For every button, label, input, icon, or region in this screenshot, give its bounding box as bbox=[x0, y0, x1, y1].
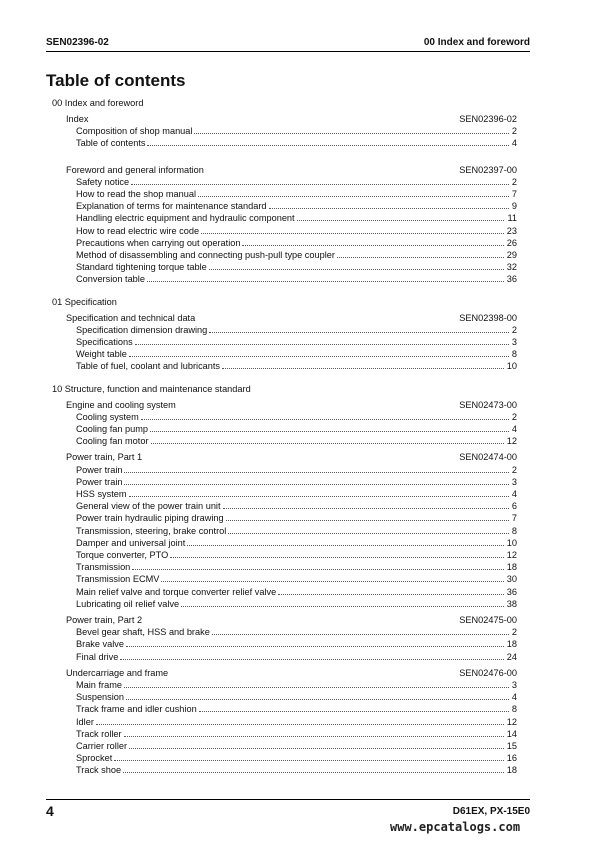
toc-entry[interactable] bbox=[76, 335, 517, 347]
toc-entry-page: 2 bbox=[511, 176, 517, 187]
toc-entry-page: 23 bbox=[506, 225, 517, 236]
toc-entry[interactable] bbox=[76, 224, 517, 236]
dot-leader bbox=[198, 196, 509, 197]
toc-entry[interactable] bbox=[76, 715, 517, 727]
toc-entry-label: Suspension bbox=[76, 692, 125, 703]
toc-entry-page: 18 bbox=[506, 765, 517, 776]
toc-group-title: Engine and cooling system bbox=[66, 399, 176, 410]
toc-entry-label: Table of fuel, coolant and lubricants bbox=[76, 361, 221, 372]
toc-entry-label: Power train hydraulic piping drawing bbox=[76, 513, 224, 524]
toc-entry[interactable] bbox=[76, 739, 517, 751]
dot-leader bbox=[123, 772, 504, 773]
dot-leader bbox=[269, 208, 509, 209]
toc-entry-page: 2 bbox=[511, 126, 517, 137]
toc-group-title: Foreword and general information bbox=[66, 164, 204, 175]
toc-group-title: Index bbox=[66, 114, 89, 124]
toc-entry[interactable] bbox=[76, 136, 517, 148]
toc-group-title: Undercarriage and frame bbox=[66, 667, 169, 678]
toc-entry-label: Specification dimension drawing bbox=[76, 324, 208, 335]
toc-entry-label: Specifications bbox=[76, 337, 133, 347]
toc-entry[interactable] bbox=[76, 597, 517, 609]
toc-entry-page: 32 bbox=[506, 262, 517, 273]
dot-leader bbox=[141, 419, 509, 420]
dot-leader bbox=[120, 659, 503, 660]
toc-entry-page: 4 bbox=[511, 692, 517, 703]
toc-entry[interactable] bbox=[76, 260, 517, 272]
toc-entry[interactable] bbox=[76, 463, 517, 475]
toc-entry-page: 9 bbox=[511, 201, 517, 212]
toc-entry-page: 15 bbox=[506, 741, 517, 751]
toc-entry[interactable] bbox=[76, 434, 517, 446]
dot-leader bbox=[278, 594, 504, 595]
toc-entry-page: 4 bbox=[511, 489, 517, 499]
toc-entry-label: Explanation of terms for maintenance standard bbox=[76, 201, 267, 212]
toc-group-title: Power train, Part 2 bbox=[66, 615, 143, 625]
dot-leader bbox=[209, 332, 509, 333]
dot-leader bbox=[222, 368, 504, 369]
toc-entry-page: 3 bbox=[511, 337, 517, 347]
dot-leader bbox=[194, 133, 508, 134]
toc-entry-label: HSS system bbox=[76, 489, 127, 499]
toc-entry[interactable] bbox=[76, 248, 517, 260]
toc-group-code: SEN02475-00 bbox=[459, 615, 517, 625]
toc-entry-page: 18 bbox=[506, 562, 517, 573]
dot-leader bbox=[114, 760, 504, 761]
toc-entry[interactable] bbox=[76, 511, 517, 523]
dot-leader bbox=[209, 269, 504, 270]
toc-entry[interactable] bbox=[76, 410, 517, 422]
toc-entry-label: Weight table bbox=[76, 349, 127, 360]
dot-leader bbox=[337, 257, 504, 258]
section-heading: 00 Index and foreword bbox=[423, 37, 530, 48]
toc-entry-label: How to read electric wire code bbox=[76, 225, 200, 236]
toc-entry-page: 2 bbox=[511, 464, 517, 475]
toc-entry-page: 2 bbox=[511, 627, 517, 638]
toc-entry-page: 12 bbox=[506, 550, 517, 560]
toc-group-title: Specification and technical data bbox=[66, 312, 196, 323]
toc-entry-label: Lubricating oil relief valve bbox=[76, 598, 180, 609]
toc-entry-label: Track roller bbox=[76, 728, 122, 739]
toc-entry[interactable] bbox=[76, 487, 517, 499]
toc-entry-label: General view of the power train unit bbox=[76, 501, 221, 512]
dot-leader bbox=[242, 245, 503, 246]
dot-leader bbox=[212, 634, 509, 635]
toc-entry-page: 4 bbox=[511, 424, 517, 434]
toc-group-code: SEN02473-00 bbox=[459, 399, 517, 410]
toc-entry-label: Transmission ECMV bbox=[76, 574, 160, 585]
toc-entry[interactable] bbox=[76, 524, 517, 536]
dot-leader bbox=[170, 557, 504, 558]
dot-leader bbox=[124, 484, 508, 485]
toc-entry[interactable] bbox=[76, 175, 517, 187]
toc-entry-page: 36 bbox=[506, 586, 517, 597]
toc-entry-page: 12 bbox=[506, 716, 517, 727]
toc-entry-page: 14 bbox=[506, 728, 517, 739]
dot-leader bbox=[147, 145, 508, 146]
toc-entry[interactable] bbox=[76, 475, 517, 487]
toc-entry[interactable] bbox=[76, 650, 517, 662]
dot-leader bbox=[129, 496, 509, 497]
model-name: D61EX, PX-15E0 bbox=[452, 806, 530, 817]
toc-group-title: Power train, Part 1 bbox=[66, 452, 143, 463]
toc-entry-page: 3 bbox=[511, 476, 517, 487]
toc-entry-label: Standard tightening torque table bbox=[76, 262, 207, 273]
toc-section-title: 10 Structure, function and maintenance standard bbox=[52, 383, 251, 394]
toc-entry[interactable] bbox=[76, 124, 517, 136]
toc-entry-label: Idler bbox=[76, 716, 94, 727]
toc-entry-page: 7 bbox=[511, 513, 517, 524]
toc-entry-page: 8 bbox=[511, 349, 517, 360]
dot-leader bbox=[147, 281, 504, 282]
toc-entry-page: 4 bbox=[511, 138, 517, 149]
toc-entry-page: 16 bbox=[506, 753, 517, 764]
toc-entry-label: Transmission, steering, brake control bbox=[76, 525, 227, 536]
dot-leader bbox=[223, 508, 509, 509]
toc-entry-label: Power train bbox=[76, 476, 123, 487]
toc-entry-label: How to read the shop manual bbox=[76, 189, 197, 199]
dot-leader bbox=[132, 569, 503, 570]
dot-leader bbox=[181, 606, 504, 607]
toc-group-code: SEN02474-00 bbox=[459, 452, 517, 463]
toc-entry-page: 3 bbox=[511, 680, 517, 690]
dot-leader bbox=[199, 711, 509, 712]
toc-entry-page: 10 bbox=[506, 537, 517, 548]
dot-leader bbox=[150, 431, 509, 432]
dot-leader bbox=[129, 356, 509, 357]
toc-entry[interactable] bbox=[76, 359, 517, 371]
toc-entry-page: 2 bbox=[511, 411, 517, 422]
dot-leader bbox=[161, 581, 503, 582]
toc-entry-label: Safety notice bbox=[76, 176, 130, 187]
toc-entry[interactable] bbox=[76, 751, 517, 763]
toc-entry-label: Track frame and idler cushion bbox=[76, 704, 197, 715]
toc-entry-page: 12 bbox=[506, 436, 517, 447]
toc-entry[interactable] bbox=[76, 585, 517, 597]
page-header bbox=[46, 37, 530, 52]
toc-entry-page: 2 bbox=[511, 324, 517, 335]
toc-group-code: SEN02396-02 bbox=[459, 114, 517, 124]
dot-leader bbox=[124, 472, 508, 473]
dot-leader bbox=[226, 520, 509, 521]
toc-entry-label: Cooling fan pump bbox=[76, 424, 149, 434]
toc-entry-label: Brake valve bbox=[76, 639, 125, 650]
toc-entry[interactable] bbox=[76, 572, 517, 584]
toc-entry-label: Cooling fan motor bbox=[76, 436, 149, 447]
toc-section-title: 01 Specification bbox=[52, 296, 117, 307]
toc-entry[interactable] bbox=[76, 187, 517, 199]
toc-entry-label: Method of disassembling and connecting push-pull type coupler bbox=[76, 250, 335, 260]
dot-leader bbox=[129, 748, 504, 749]
toc-entry[interactable] bbox=[76, 499, 517, 511]
dot-leader bbox=[96, 724, 504, 725]
toc-group-code: SEN02397-00 bbox=[459, 164, 517, 175]
dot-leader bbox=[126, 699, 509, 700]
toc-entry-label: Table of contents bbox=[76, 138, 146, 149]
dot-leader bbox=[201, 233, 504, 234]
toc-entry-label: Track shoe bbox=[76, 765, 122, 776]
toc-entry[interactable] bbox=[76, 678, 517, 690]
page-title: Table of contents bbox=[46, 71, 186, 90]
toc-entry[interactable] bbox=[76, 763, 517, 775]
toc-entry[interactable] bbox=[76, 690, 517, 702]
toc-entry[interactable] bbox=[76, 702, 517, 714]
toc-group-code: SEN02476-00 bbox=[459, 667, 517, 678]
toc-entry-label: Transmission bbox=[76, 562, 131, 573]
toc-entry[interactable] bbox=[76, 211, 517, 223]
toc-entry-label: Precautions when carrying out operation bbox=[76, 237, 241, 248]
document-code: SEN02396-02 bbox=[46, 37, 109, 48]
toc-entry[interactable] bbox=[76, 637, 517, 649]
page-footer bbox=[46, 799, 530, 822]
dot-leader bbox=[131, 184, 509, 185]
toc-entry-page: 11 bbox=[507, 213, 517, 224]
toc-entry-label: Carrier roller bbox=[76, 741, 128, 751]
toc-entry-label: Cooling system bbox=[76, 411, 139, 422]
toc-entry[interactable] bbox=[76, 347, 517, 359]
toc-entry-label: Final drive bbox=[76, 651, 119, 662]
dot-leader bbox=[124, 736, 504, 737]
toc-entry[interactable] bbox=[76, 625, 517, 637]
toc-section-title: 00 Index and foreword bbox=[52, 98, 144, 108]
dot-leader bbox=[297, 220, 505, 221]
toc-entry-page: 24 bbox=[506, 651, 517, 662]
toc-entry[interactable] bbox=[76, 536, 517, 548]
toc-entry[interactable] bbox=[76, 199, 517, 211]
toc-entry-page: 8 bbox=[511, 525, 517, 536]
dot-leader bbox=[151, 443, 504, 444]
dot-leader bbox=[124, 687, 509, 688]
toc-entry-label: Torque converter, PTO bbox=[76, 550, 169, 560]
toc-entry-label: Composition of shop manual bbox=[76, 126, 193, 137]
dot-leader bbox=[135, 344, 509, 345]
dot-leader bbox=[228, 533, 509, 534]
toc-entry[interactable] bbox=[76, 560, 517, 572]
toc-entry-page: 29 bbox=[506, 250, 517, 260]
toc-entry-label: Main frame bbox=[76, 680, 122, 690]
toc-entry[interactable] bbox=[76, 422, 517, 434]
toc-entry[interactable] bbox=[76, 236, 517, 248]
toc-entry[interactable] bbox=[76, 548, 517, 560]
watermark-url: www.epcatalogs.com bbox=[390, 820, 521, 834]
toc-entry-label: Damper and universal joint bbox=[76, 537, 186, 548]
toc-entry-label: Main relief valve and torque converter relief valve bbox=[76, 586, 277, 597]
toc-entry[interactable] bbox=[76, 272, 517, 284]
toc-entry[interactable] bbox=[76, 727, 517, 739]
toc-entry-label: Handling electric equipment and hydraulic component bbox=[76, 213, 295, 224]
toc-entry-page: 18 bbox=[506, 639, 517, 650]
toc-entry-page: 30 bbox=[506, 574, 517, 585]
toc-entry-label: Power train bbox=[76, 464, 123, 475]
toc-entry-label: Sprocket bbox=[76, 753, 113, 764]
toc-group-code: SEN02398-00 bbox=[459, 312, 517, 323]
dot-leader bbox=[126, 646, 504, 647]
toc-entry[interactable] bbox=[76, 323, 517, 335]
toc-entry-label: Bevel gear shaft, HSS and brake bbox=[76, 627, 210, 638]
toc-entry-page: 10 bbox=[506, 361, 517, 372]
page-number: 4 bbox=[46, 803, 54, 819]
toc-entry-page: 26 bbox=[506, 237, 517, 248]
toc-entry-page: 6 bbox=[511, 501, 517, 512]
toc-entry-page: 36 bbox=[506, 274, 517, 285]
toc-entry-page: 8 bbox=[511, 704, 517, 715]
toc-entry-page: 7 bbox=[511, 189, 517, 199]
toc-entry-page: 38 bbox=[506, 598, 517, 609]
toc-entry-label: Conversion table bbox=[76, 274, 145, 285]
dot-leader bbox=[187, 545, 503, 546]
